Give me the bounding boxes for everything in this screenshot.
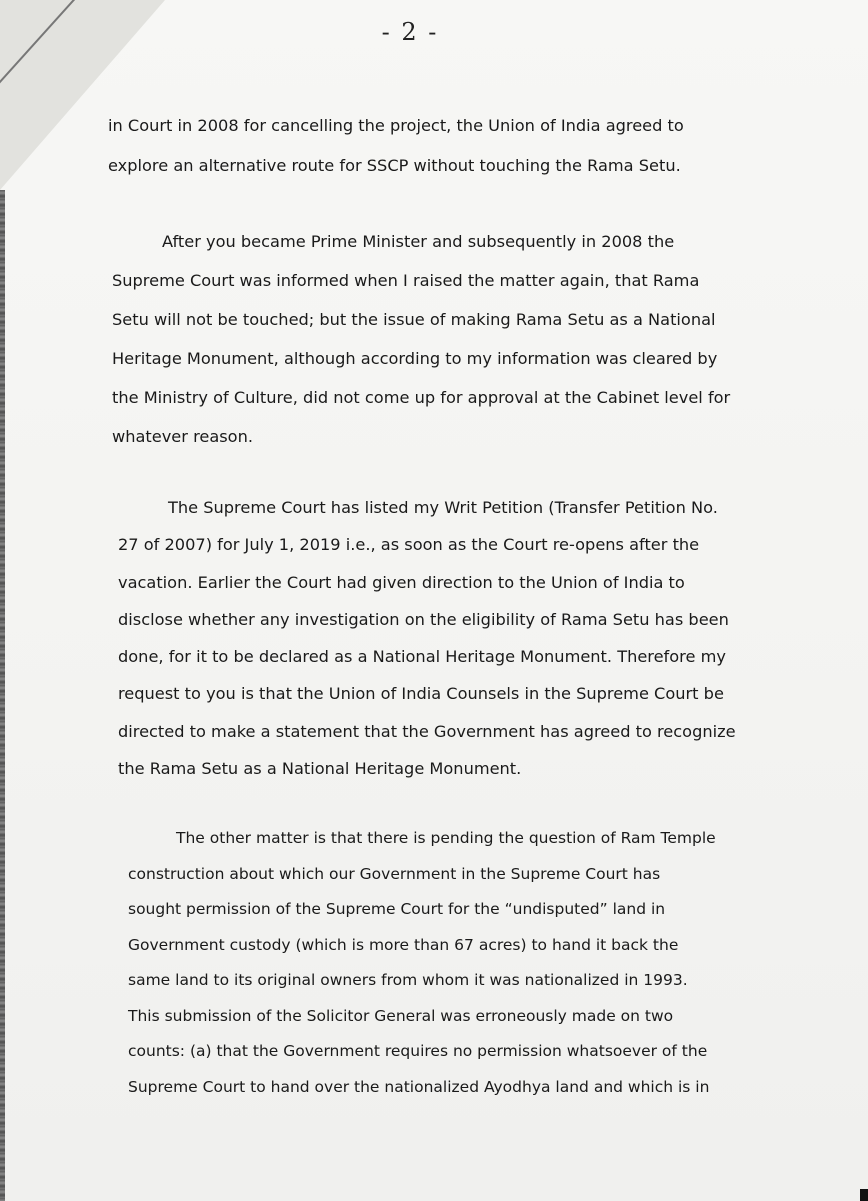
paragraph-4 [128, 821, 716, 1105]
text-line: Setu will not be touched; but the issue of making Rama Setu as a National [112, 310, 716, 329]
text-line: After you became Prime Minister and subsequently in 2008 the [162, 232, 675, 251]
text-line: The Supreme Court has listed my Writ Petition (Transfer Petition No. [168, 498, 718, 517]
text-line: in Court in 2008 for cancelling the project, the Union of India agreed to [108, 116, 684, 135]
text-line: disclose whether any investigation on the eligibility of Rama Setu has been [118, 609, 729, 629]
text-line: counts: (a) that the Government requires no permission whatsoever of the [128, 1042, 708, 1060]
page-number: - 2 - [381, 18, 439, 46]
page-binding-edge [0, 190, 5, 1201]
scan-corner-mark [860, 1189, 868, 1201]
text-line: same land to its original owners from whom it was nationalized in 1993. [128, 971, 688, 989]
text-line: the Rama Setu as a National Heritage Monument. [118, 759, 522, 779]
text-line: Heritage Monument, although according to my information was cleared by [112, 349, 718, 368]
text-line: directed to make a statement that the Government has agreed to recognize [118, 721, 736, 741]
paragraph-1 [108, 106, 684, 186]
text-line: vacation. Earlier the Court had given direction to the Union of India to [118, 572, 685, 592]
text-line: 27 of 2007) for July 1, 2019 i.e., as soon as the Court re-opens after the [118, 535, 700, 555]
paragraph-3 [118, 489, 736, 787]
text-line: Supreme Court was informed when I raised the matter again, that Rama [112, 271, 700, 290]
text-line: Government custody (which is more than 67 acres) to hand it back the [128, 935, 679, 954]
text-line: sought permission of the Supreme Court for the “undisputed” land in [128, 900, 666, 918]
text-line: request to you is that the Union of India Counsels in the Supreme Court be [118, 684, 724, 704]
text-line: explore an alternative route for SSCP without touching the Rama Setu. [108, 156, 681, 175]
text-line: the Ministry of Culture, did not come up for approval at the Cabinet level for [112, 388, 731, 407]
text-line: whatever reason. [112, 427, 253, 446]
text-line: construction about which our Government in the Supreme Court has [128, 864, 661, 883]
text-line: The other matter is that there is pending the question of Ram Temple [176, 829, 716, 847]
text-line: This submission of the Solicitor General was erroneously made on two [128, 1006, 674, 1025]
text-line: Supreme Court to hand over the nationalized Ayodhya land and which is in [128, 1077, 710, 1096]
text-line: done, for it to be declared as a National Heritage Monument. Therefore my [118, 647, 726, 667]
paragraph-2 [112, 222, 730, 456]
